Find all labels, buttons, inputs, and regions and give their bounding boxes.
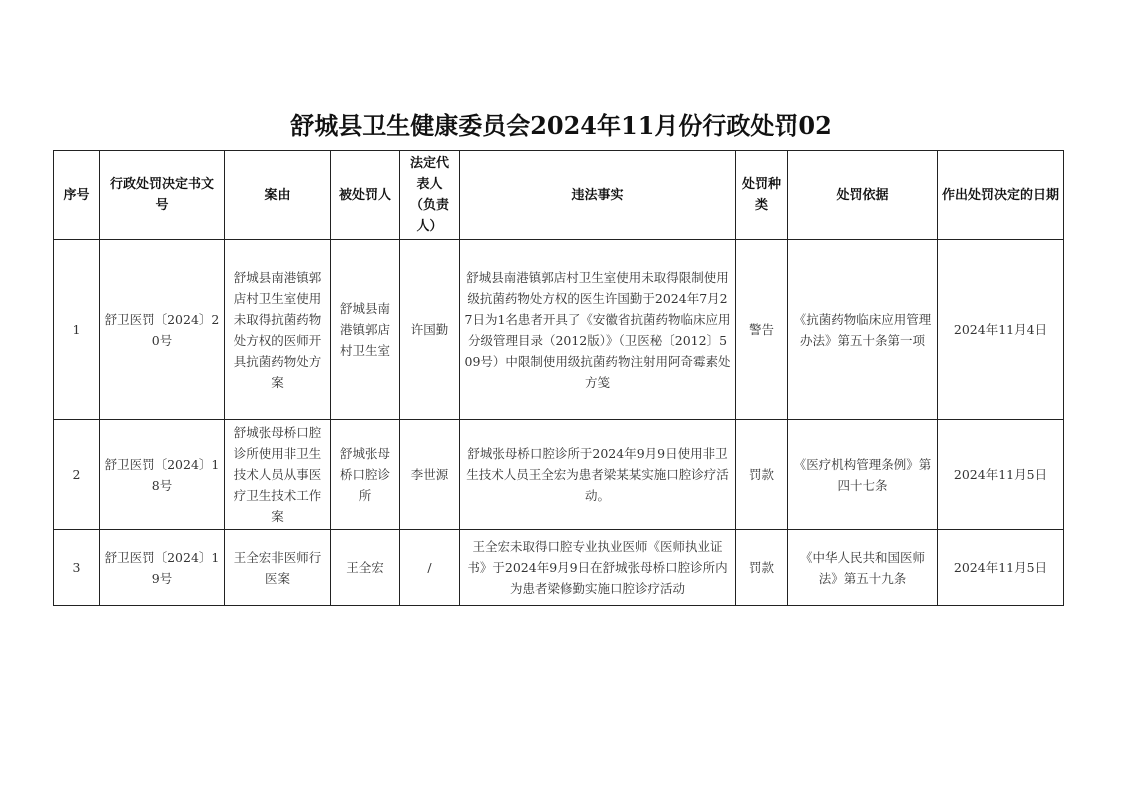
header-date: 作出处罚决定的日期 [938,151,1064,240]
table-row [54,530,1064,606]
cell-doc-no: 舒卫医罚〔2024〕18号 [100,420,225,530]
cell-date: 2024年11月5日 [938,420,1064,530]
cell-doc-no: 舒卫医罚〔2024〕19号 [100,530,225,606]
cell-facts: 舒城张母桥口腔诊所于2024年9月9日使用非卫生技术人员王全宏为患者梁某某实施口腔诊疗活动。 [460,420,736,530]
cell-date: 2024年11月5日 [938,530,1064,606]
penalty-table [53,150,1064,606]
cell-type: 警告 [736,240,788,420]
cell-party: 舒城县南港镇郭店村卫生室 [331,240,400,420]
cell-case: 王全宏非医师行医案 [225,530,331,606]
header-seq: 序号 [54,151,100,240]
header-party: 被处罚人 [331,151,400,240]
header-doc-no: 行政处罚决定书文号 [100,151,225,240]
table-row [54,420,1064,530]
header-rep: 法定代表人（负责人） [400,151,460,240]
cell-type: 罚款 [736,420,788,530]
cell-basis: 《中华人民共和国医师法》第五十九条 [788,530,938,606]
cell-case: 舒城张母桥口腔诊所使用非卫生技术人员从事医疗卫生技术工作案 [225,420,331,530]
cell-seq: 2 [54,420,100,530]
cell-rep: 李世源 [400,420,460,530]
cell-seq: 3 [54,530,100,606]
document-title: 舒城县卫生健康委员会2024年11月份行政处罚02 [290,111,832,140]
cell-basis: 《抗菌药物临床应用管理办法》第五十条第一项 [788,240,938,420]
cell-facts: 舒城县南港镇郭店村卫生室使用未取得限制使用级抗菌药物处方权的医生许国勤于2024年7月27日为1名患者开具了《安徽省抗菌药物临床应用分级管理目录（2012版）》（卫医秘〔2012〕509号）中限制使用级抗菌药物注射用阿奇霉素处方笺 [460,240,736,420]
header-type: 处罚种类 [736,151,788,240]
cell-party: 王全宏 [331,530,400,606]
cell-seq: 1 [54,240,100,420]
cell-date: 2024年11月4日 [938,240,1064,420]
header-basis: 处罚依据 [788,151,938,240]
header-case: 案由 [225,151,331,240]
cell-rep: 许国勤 [400,240,460,420]
cell-case: 舒城县南港镇郭店村卫生室使用未取得抗菌药物处方权的医师开具抗菌药物处方案 [225,240,331,420]
cell-basis: 《医疗机构管理条例》第四十七条 [788,420,938,530]
table-header-row [54,151,1064,240]
table-row [54,240,1064,420]
cell-facts: 王全宏未取得口腔专业执业医师《医师执业证书》于2024年9月9日在舒城张母桥口腔诊所内为患者梁修勤实施口腔诊疗活动 [460,530,736,606]
cell-party: 舒城张母桥口腔诊所 [331,420,400,530]
cell-doc-no: 舒卫医罚〔2024〕20号 [100,240,225,420]
cell-type: 罚款 [736,530,788,606]
header-facts: 违法事实 [460,151,736,240]
cell-rep: / [400,530,460,606]
